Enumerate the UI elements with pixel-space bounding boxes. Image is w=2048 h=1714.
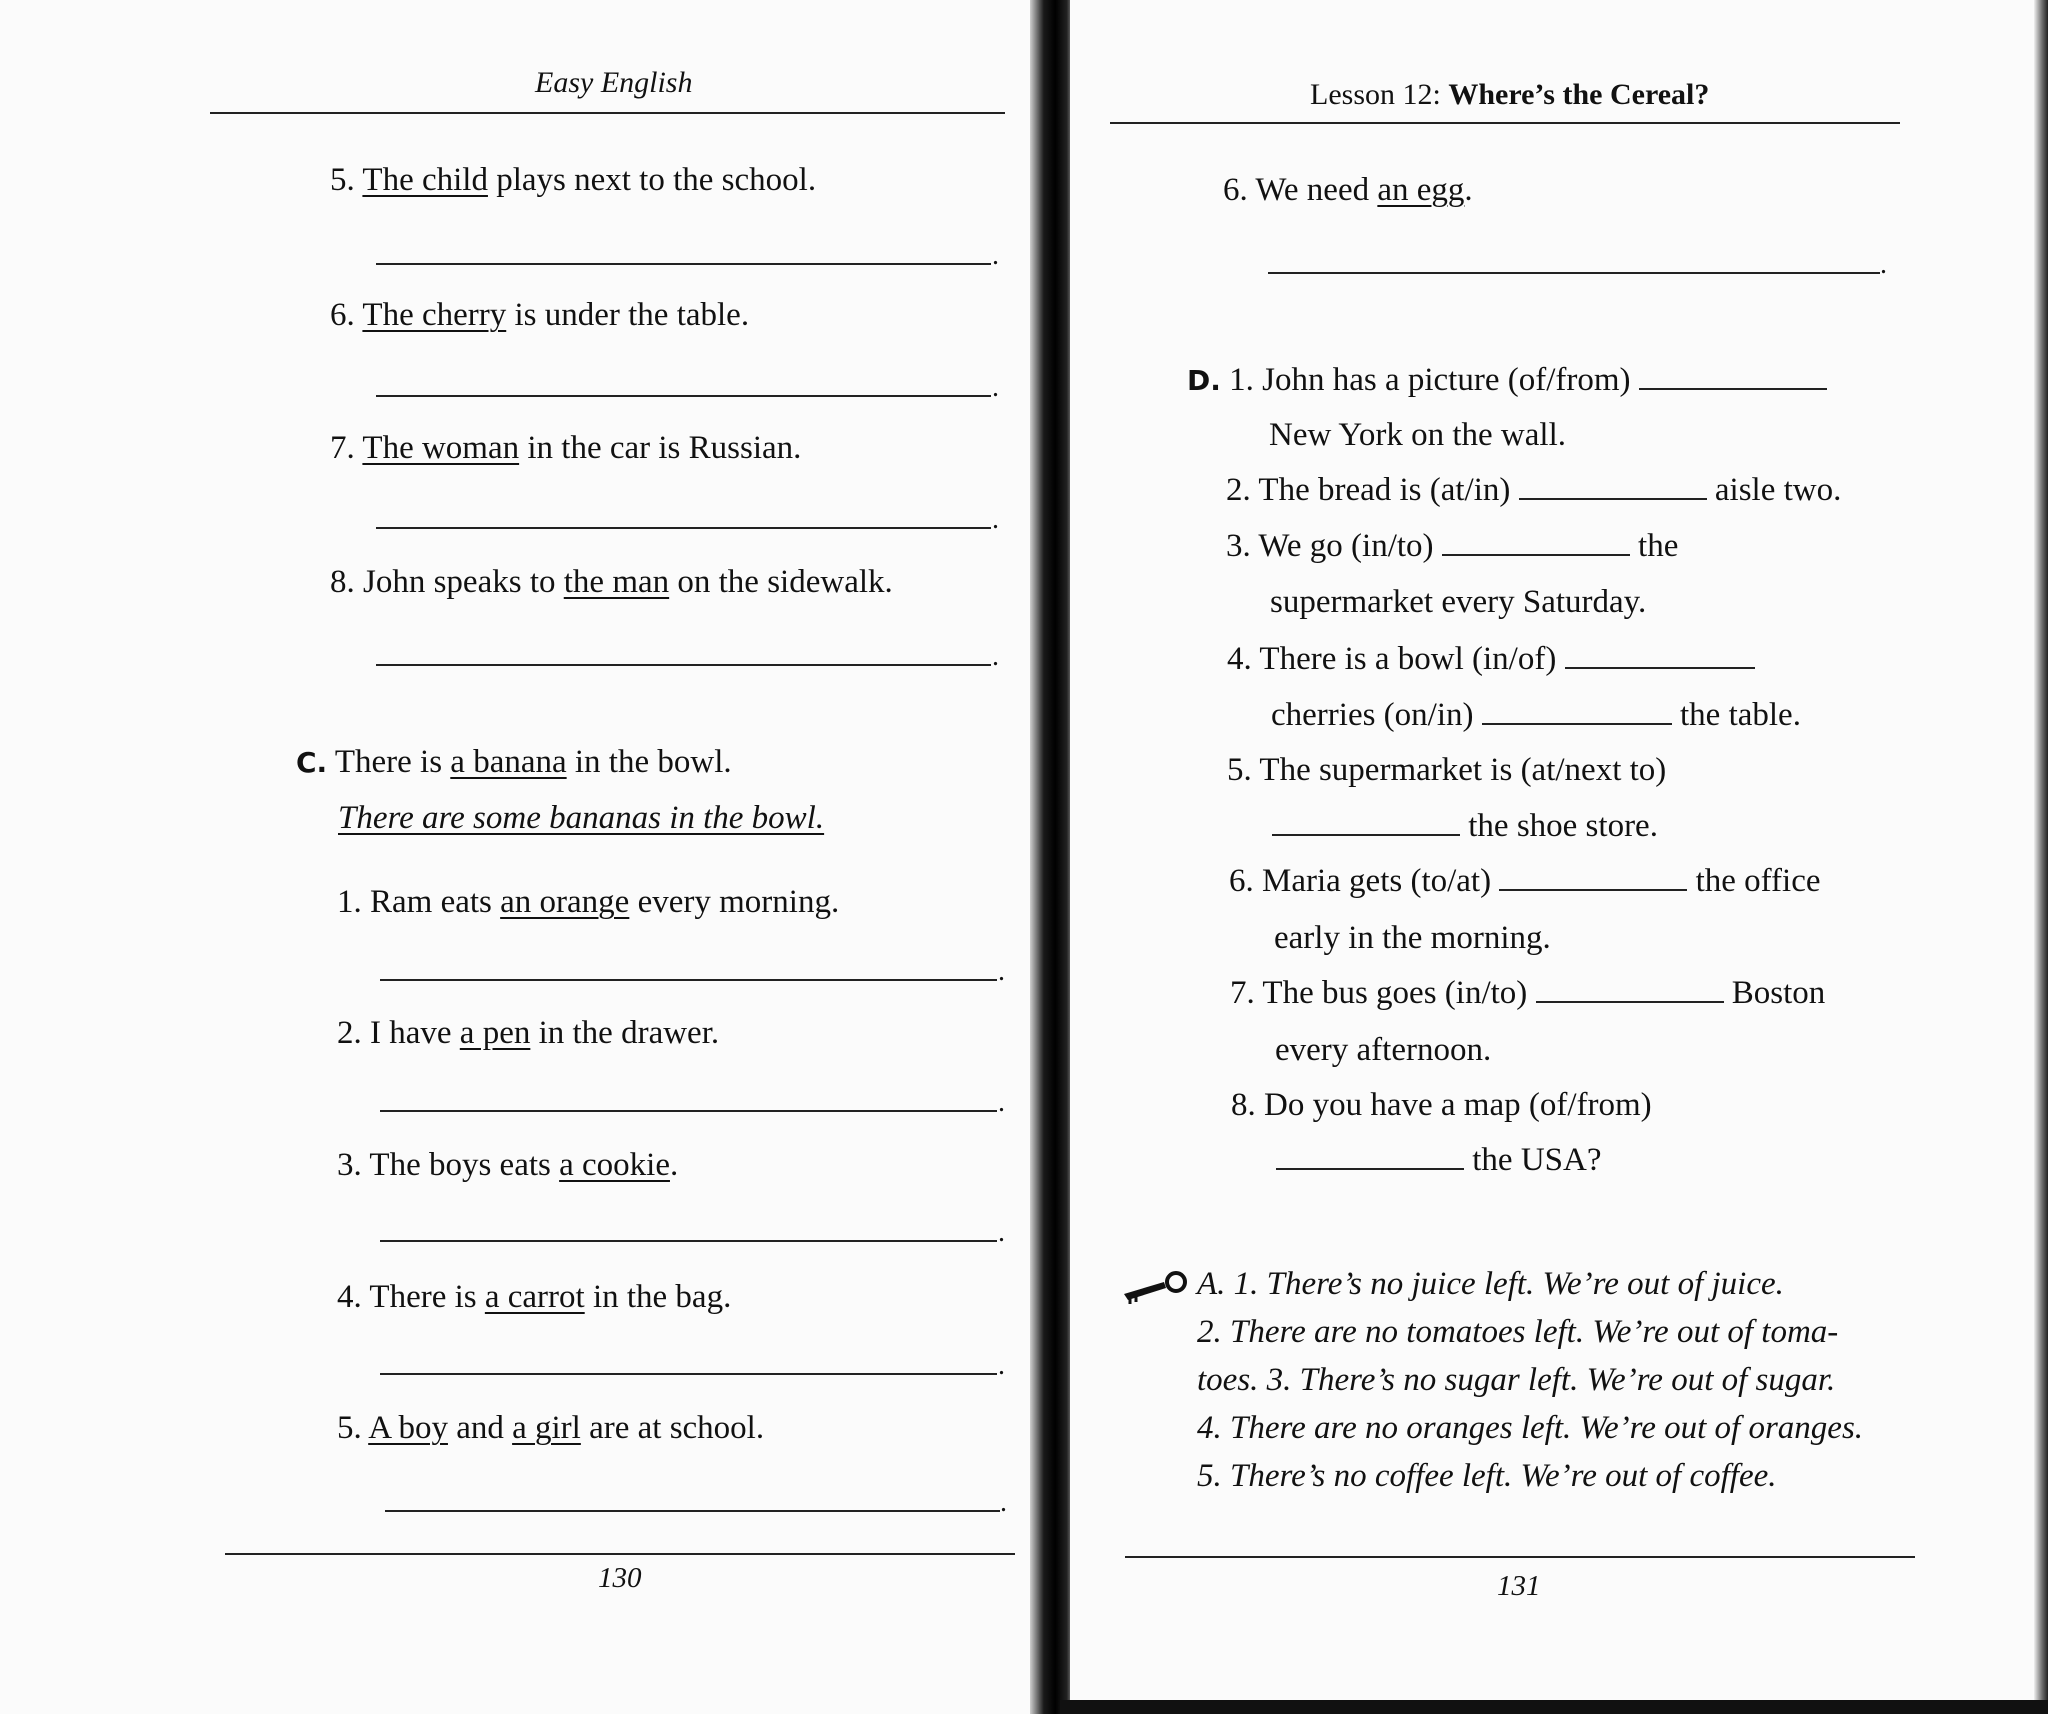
exercise-c-item-2: 2. I have a pen in the drawer. — [337, 1015, 720, 1051]
blank[interactable] — [1272, 808, 1460, 836]
exercise-d-item-7: 7. The bus goes (in/to) Boston — [1230, 975, 1826, 1011]
answer-line[interactable] — [380, 979, 997, 981]
answer-line[interactable] — [385, 1510, 1000, 1512]
exercise-b-item-7: 7. The woman in the car is Russian. — [330, 430, 802, 466]
header-rule-right — [1110, 122, 1900, 124]
exercise-c-item-6: 6. We need an egg. — [1223, 172, 1473, 208]
header-rule-left — [210, 112, 1005, 114]
running-head-left: Easy English — [535, 66, 693, 99]
answer-line[interactable] — [376, 395, 991, 397]
answer-line[interactable] — [1268, 272, 1880, 274]
exercise-d-item-1: D. 1. John has a picture (of/from) — [1187, 360, 1827, 401]
exercise-b-item-6: 6. The cherry is under the table. — [330, 297, 750, 333]
section-letter-c: C. — [296, 746, 328, 779]
answer-line[interactable] — [380, 1110, 997, 1112]
exercise-d-item-2: 2. The bread is (at/in) aisle two. — [1226, 472, 1842, 508]
page-edge — [2034, 0, 2048, 1714]
answer-line[interactable] — [380, 1373, 997, 1375]
left-page: Easy English 5. The child plays next to the school. . 6. The cherry is under the table. . 7. The woman in the car is Russian. . 8. John speaks to the man on the sidewalk. . C. There is a banana in the bowl. There are some bananas in the bowl. 1. Ram eats an orange every morning. . 2. I have a pen in the drawer. . 3. The boys eats a cookie. . 4. There is a carrot in the bag. . 5. A boy and a girl are at school. . 130 — [0, 0, 1040, 1714]
exercise-d-item-6: 6. Maria gets (to/at) the office — [1229, 863, 1821, 899]
section-letter-d: D. — [1187, 364, 1221, 397]
answer-key-line-5: 5. There’s no coffee left. We’re out of coffee. — [1197, 1458, 1777, 1494]
answer-line[interactable] — [376, 527, 991, 529]
answer-key-line-3: toes. 3. There’s no sugar left. We’re out of sugar. — [1197, 1362, 1836, 1398]
footer-rule-left — [225, 1553, 1015, 1555]
exercise-c-item-1: 1. Ram eats an orange every morning. — [337, 884, 840, 920]
exercise-c-item-5: 5. A boy and a girl are at school. — [337, 1410, 765, 1446]
exercise-d-item-5: 5. The supermarket is (at/next to) — [1227, 752, 1667, 788]
exercise-c-item-3: 3. The boys eats a cookie. — [337, 1147, 679, 1183]
blank[interactable] — [1482, 697, 1672, 725]
exercise-b-item-5: 5. The child plays next to the school. — [330, 162, 817, 198]
blank[interactable] — [1565, 641, 1755, 669]
exercise-b-item-8: 8. John speaks to the man on the sidewalk. — [330, 564, 893, 600]
exercise-c-example-answer: There are some bananas in the bowl. — [338, 800, 825, 836]
exercise-d-item-4: 4. There is a bowl (in/of) — [1227, 639, 1755, 679]
answer-key-line-2: 2. There are no tomatoes left. We’re out of toma- — [1197, 1314, 1839, 1350]
page-number-left: 130 — [598, 1562, 642, 1594]
exercise-d-item-8: 8. Do you have a map (of/from) — [1231, 1087, 1652, 1123]
blank[interactable] — [1442, 528, 1630, 556]
blank[interactable] — [1519, 472, 1707, 500]
answer-key-line-1: A. 1. There’s no juice left. We’re out of juice. — [1197, 1266, 1784, 1302]
running-head-right: Lesson 12: Where’s the Cereal? — [1310, 78, 1710, 111]
blank[interactable] — [1499, 863, 1687, 891]
blank[interactable] — [1639, 362, 1827, 390]
key-icon — [1120, 1270, 1190, 1309]
exercise-c-example: C. There is a banana in the bowl. — [296, 744, 732, 780]
page-number-right: 131 — [1497, 1570, 1541, 1602]
blank[interactable] — [1276, 1142, 1464, 1170]
exercise-c-item-4: 4. There is a carrot in the bag. — [337, 1279, 732, 1315]
page-edge-bottom — [1060, 1700, 2048, 1714]
footer-rule-right — [1125, 1556, 1915, 1558]
answer-line[interactable] — [376, 664, 991, 666]
exercise-d-item-3: 3. We go (in/to) the — [1226, 528, 1679, 564]
right-page: Lesson 12: Where’s the Cereal? 6. We need an egg. . D. 1. John has a picture (of/from) New York on the wall. 2. The bread is (at/in) aisle two. 3. We go (in/to) the supermarket every Saturday. 4. There is a bowl (in/of) cherries (on/in) the table. 5. The supermarket is (at/next to) the shoe store. 6. Maria gets (to/at) the office early in the morning. 7. The bus goes (in/to) Boston every afternoon. 8. Do you have a map (of/from) the USA? A. 1. There’s no juice left. We’re out of juice. 2. There are no tomatoes left. We’re out of toma- toes. 3. There’s no sugar left. We’re out of sugar. 4. There are no oranges left. We’re out of oranges. 5. There’s no coffee left. We’re out of coffee. 131 — [1070, 0, 2048, 1714]
answer-line[interactable] — [380, 1240, 997, 1242]
blank[interactable] — [1536, 975, 1724, 1003]
answer-line[interactable] — [376, 263, 991, 265]
answer-key-line-4: 4. There are no oranges left. We’re out of oranges. — [1197, 1410, 1864, 1446]
